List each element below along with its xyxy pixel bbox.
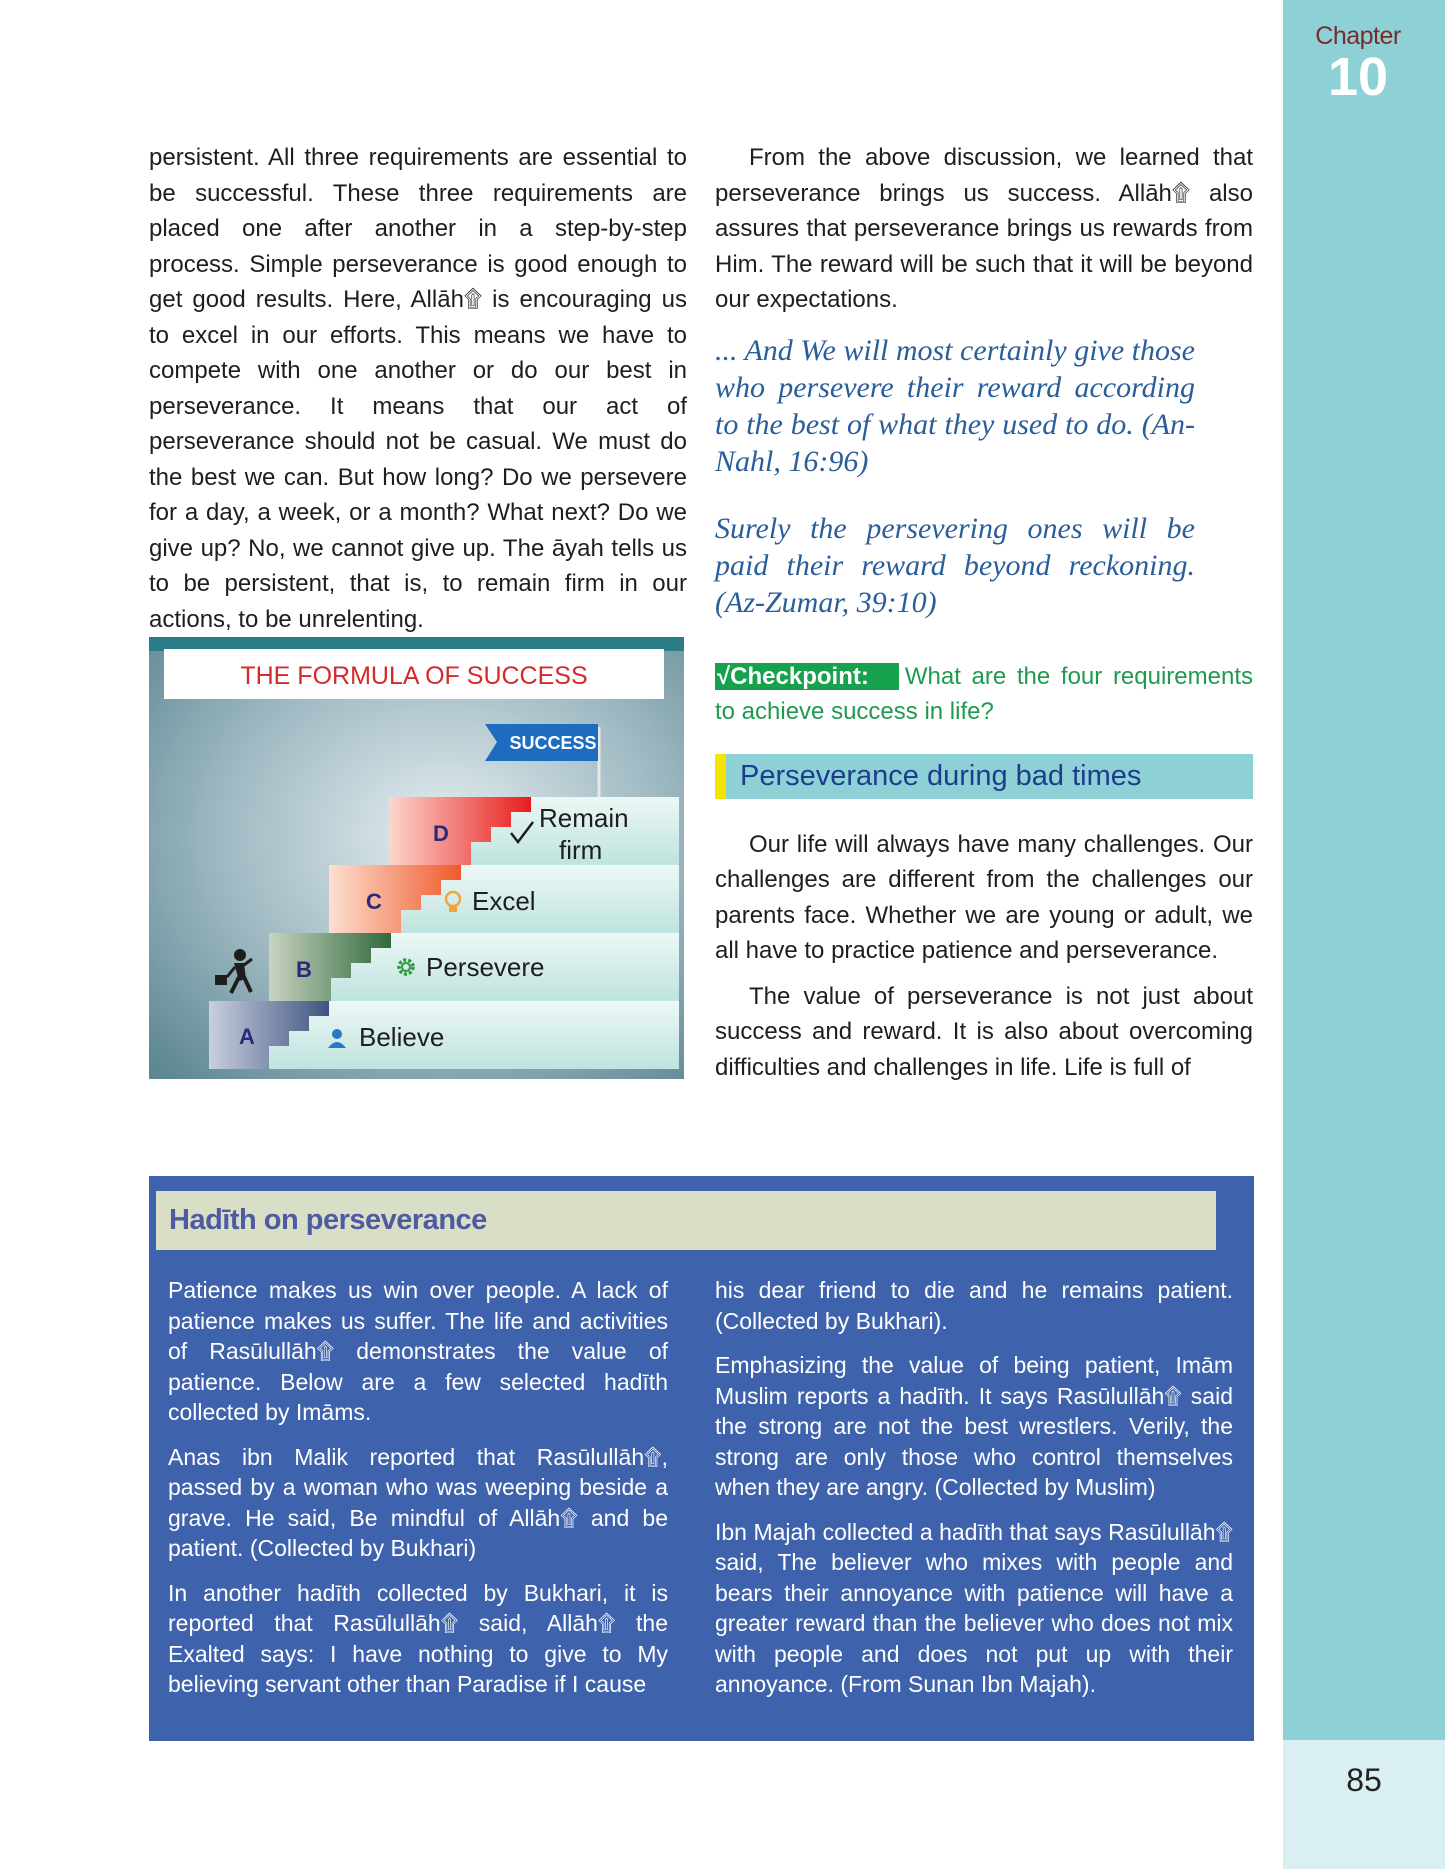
quran-quote-an-nahl: ... And We will most certainly give those who persevere their reward according to the best of what they used to do. (An-Nahl, 16:96) <box>715 333 1195 478</box>
chapter-number: 10 <box>1327 47 1389 107</box>
step-b-label: Persevere <box>426 952 545 982</box>
hadith-paragraph: Patience makes us win over people. A lack of patience makes us suffer. The life and activities of Rasūlullāh۩ demonstrates the value of patience. Below are a few selected hadīth collected by Imāms. <box>168 1277 668 1425</box>
hadith-right-column <box>715 1275 1233 1714</box>
chapter-sidebar <box>1283 0 1445 1740</box>
checkpoint-question: What are the four requirements to achieve success in life? <box>715 662 1253 725</box>
body-paragraph: Our life will always have many challenges. Our challenges are different from the challenges our parents face. Whether we are young or adult, we all have to practice patience and perseverance. <box>715 830 1253 964</box>
step-d-label-line1: Remain <box>539 803 629 833</box>
page-number: 85 <box>1346 1762 1382 1798</box>
step-a-label: Believe <box>359 1022 445 1052</box>
hadith-paragraph: Emphasizing the value of being patient, Imām Muslim reports a hadīth. It says Rasūlullāh۩ said the strong are not the best wrestlers. Verily, the strong are only those who control themselves when they are angry. (Collected by Muslim) <box>715 1352 1233 1500</box>
hadith-paragraph: Ibn Majah collected a hadīth that says Rasūlullāh۩ said, The believer who mixes with people and bears their annoyance with patience will have a greater reward than the believer who does not mix with people and does not put up with their annoyance. (From Sunan Ibn Majah). <box>715 1518 1233 1697</box>
step-c-letter: C <box>366 889 382 914</box>
hadith-paragraph: his dear friend to die and he remains patient. (Collected by Bukhari). <box>715 1277 1233 1334</box>
section-heading: Perseverance during bad times <box>715 754 1253 799</box>
hadith-title: Hadīth on perseverance <box>169 1204 487 1236</box>
quran-quote-az-zumar: Surely the persevering ones will be paid their reward beyond reckoning. (Az-Zumar, 39:10) <box>715 511 1195 619</box>
figure-top-band <box>149 637 684 651</box>
hadith-title-bar <box>156 1191 1216 1250</box>
step-c-label: Excel <box>472 886 536 916</box>
staircase-illustration <box>149 637 684 1079</box>
page-number-panel <box>1283 1740 1445 1869</box>
chapter-label: Chapter <box>1315 22 1401 50</box>
hadith-box <box>149 1176 1254 1741</box>
left-column <box>149 140 687 637</box>
body-paragraph: The value of perseverance is not just about success and reward. It is also about overcoming difficulties and challenges in life. Life is full of <box>715 982 1253 1081</box>
body-paragraph: persistent. All three requirements are essential to be successful. These three requirements are placed one after another in a step-by-step process. Simple perseverance is good enough to get good results. Here, Allāh۩ is encouraging us to excel in our efforts. This means we have to compete with one another or do our best in perseverance. It means that our act of perseverance should not be casual. We must do the best we can. But how long? Do we persevere for a day, a week, or a month? What next? Do we give up? No, we cannot give up. The āyah tells us to be persistent, that is, to remain firm in our actions, to be unrelenting. <box>149 144 687 633</box>
hadith-paragraph: Anas ibn Malik reported that Rasūlullāh۩, passed by a woman who was weeping beside a grave. He said, Be mindful of Allāh۩ and be patient. (Collected by Bukhari) <box>168 1443 668 1561</box>
hadith-paragraph: In another hadīth collected by Bukhari, it is reported that Rasūlullāh۩ said, Allāh۩ the Exalted says: I have nothing to give to My believing servant other than Paradise if I cause <box>168 1579 668 1697</box>
step-d-label-line2: firm <box>559 835 603 865</box>
intro-paragraph: From the above discussion, we learned that perseverance brings us success. Allāh۩ also assures that perseverance brings us rewards from Him. The reward will be such that it will be beyond our expectations. <box>715 144 1253 313</box>
right-column <box>715 140 1253 1085</box>
step-a-letter: A <box>239 1024 255 1049</box>
step-b-letter: B <box>296 957 312 982</box>
formula-of-success-figure <box>149 637 684 1079</box>
hadith-left-column <box>168 1275 668 1714</box>
checkpoint-badge: √Checkpoint: <box>715 663 899 690</box>
success-flag-label: SUCCESS <box>509 733 597 753</box>
checkpoint <box>715 659 1253 729</box>
figure-title: THE FORMULA OF SUCCESS <box>240 662 588 690</box>
step-d-letter: D <box>433 821 449 846</box>
